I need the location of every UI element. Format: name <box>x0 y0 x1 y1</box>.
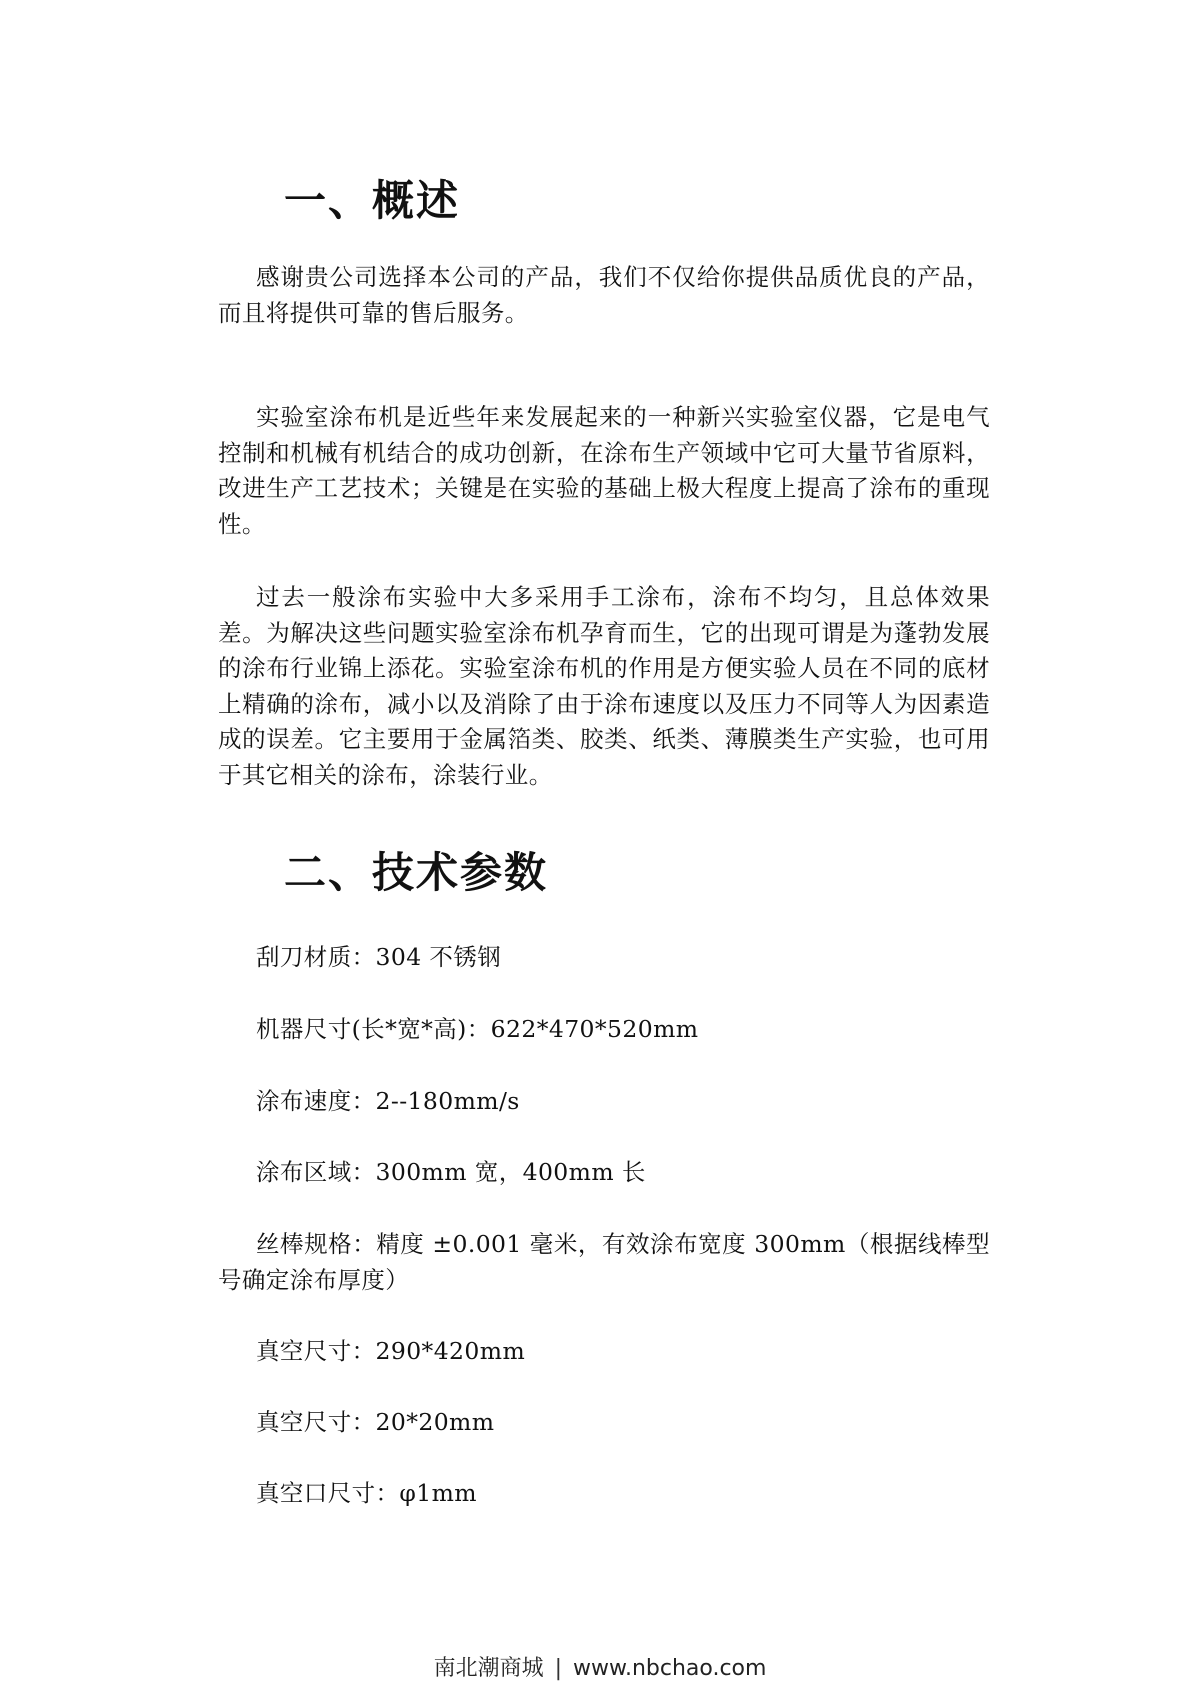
page-footer <box>0 1651 1200 1682</box>
section-heading-overview: 一、概述 <box>284 176 461 225</box>
overview-paragraph-3: 过去一般涂布实验中大多采用手工涂布，涂布不均匀，且总体效果差。为解决这些问题实验室涂布机孕育而生，它的出现可谓是为蓬勃发展的涂布行业锦上添花。实验室涂布机的作用是方便实验人员在不同的底材上精确的涂布，减小以及消除了由于涂布速度以及压力不同等人为因素造成的误差。它主要用于金属箔类、胶类、纸类、薄膜类生产实验，也可用于其它相关的涂布，涂装行业。 <box>218 583 990 789</box>
param-coating-speed: 涂布速度：2--180mm/s <box>256 1087 520 1115</box>
param-wire-rod-spec: 丝棒规格：精度 ±0.001 毫米，有效涂布宽度 300mm（根据线棒型号确定涂布厚度） <box>218 1230 990 1294</box>
param-blade-material: 刮刀材质：304 不锈钢 <box>256 943 502 971</box>
footer-separator: | <box>554 1656 562 1681</box>
footer-url-link[interactable]: www.nbchao.com <box>573 1656 767 1681</box>
param-vacuum-size-2: 真空尺寸：20*20mm <box>256 1408 495 1436</box>
section-heading-tech-params: 二、技术参数 <box>284 848 549 897</box>
overview-paragraph-2: 实验室涂布机是近些年来发展起来的一种新兴实验室仪器，它是电气控制和机械有机结合的成功创新，在涂布生产领域中它可大量节省原料，改进生产工艺技术；关键是在实验的基础上极大程度上提高了涂布的重现性。 <box>218 403 990 538</box>
param-vacuum-port-size: 真空口尺寸：φ1mm <box>256 1479 477 1507</box>
param-vacuum-size-1: 真空尺寸：290*420mm <box>256 1337 526 1365</box>
param-machine-size: 机器尺寸(长*宽*高)：622*470*520mm <box>256 1015 699 1043</box>
footer-site-name: 南北潮商城 <box>433 1656 544 1681</box>
param-coating-area: 涂布区域：300mm 宽，400mm 长 <box>256 1158 646 1186</box>
overview-paragraph-1: 感谢贵公司选择本公司的产品，我们不仅给你提供品质优良的产品，而且将提供可靠的售后服务。 <box>218 263 990 327</box>
